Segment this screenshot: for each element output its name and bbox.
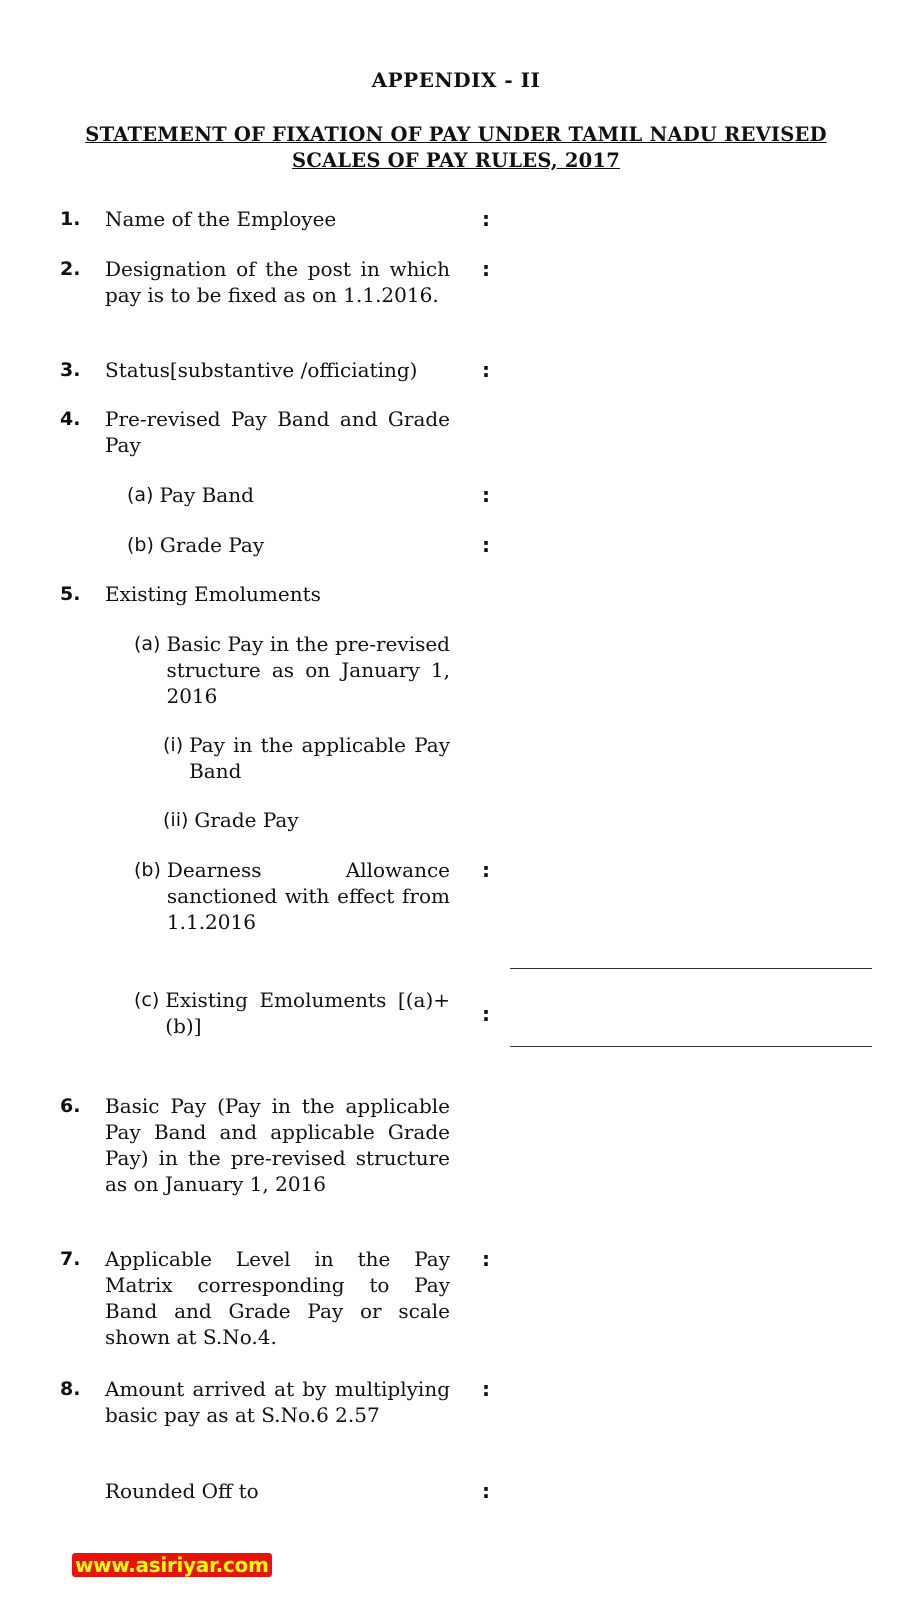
item-text: Basic Pay (Pay in the applicable Pay Band and applicable Grade Pay) in the pre-revised structure as on January 1, 2016	[105, 1094, 450, 1196]
subitem	[127, 482, 450, 508]
colon: :	[482, 1002, 490, 1026]
colon: :	[482, 858, 490, 882]
item-number: 8.	[60, 1378, 81, 1400]
document-title	[60, 122, 852, 174]
subitem-label: (b)	[127, 534, 154, 556]
colon: :	[482, 207, 490, 231]
colon: :	[482, 1479, 490, 1503]
colon: :	[482, 1247, 490, 1271]
subitem-text: Grade Pay	[159, 533, 265, 557]
colon: :	[482, 358, 490, 382]
total-rule-top	[510, 968, 872, 969]
subitem-text: Existing Emoluments [(a)+(b)]	[165, 988, 450, 1038]
subitem-text: Dearness Allowance sanctioned with effect from 1.1.2016	[166, 858, 450, 934]
item-text: Status[substantive /officiating)	[105, 358, 418, 382]
subitem-text: Basic Pay in the pre-revised structure as on January 1, 2016	[166, 632, 450, 708]
item-text: Existing Emoluments	[105, 582, 321, 606]
item-text: Rounded Off to	[105, 1479, 259, 1503]
subitem-text: Pay in the applicable Pay Band	[189, 733, 450, 783]
subitem-label: (i)	[163, 734, 184, 756]
colon: :	[482, 1377, 490, 1401]
subitem	[134, 857, 450, 935]
appendix-heading: APPENDIX - II	[371, 68, 541, 92]
subitem-label: (a)	[134, 633, 161, 655]
item-number: 3.	[60, 359, 81, 381]
subitem	[163, 732, 450, 784]
subitem-label: (b)	[134, 859, 161, 881]
subitem-text: Grade Pay	[194, 808, 299, 832]
colon: :	[482, 483, 490, 507]
colon: :	[482, 533, 490, 557]
item-number: 4.	[60, 408, 81, 430]
item-text: Amount arrived at by multiplying basic pay as at S.No.6 2.57	[105, 1377, 450, 1427]
title-line-2: SCALES OF PAY RULES, 2017	[292, 149, 620, 172]
item-number: 2.	[60, 258, 81, 280]
subitem-label: (a)	[127, 484, 154, 506]
subitem	[134, 987, 450, 1039]
title-line-1: STATEMENT OF FIXATION OF PAY UNDER TAMIL NADU REVISED	[85, 123, 827, 146]
subitem-text: Pay Band	[159, 483, 254, 507]
item-text: Name of the Employee	[105, 207, 337, 231]
colon: :	[482, 257, 490, 281]
item-text: Designation of the post in which pay is to be fixed as on 1.1.2016.	[105, 257, 450, 307]
subitem	[163, 807, 450, 833]
subitem	[127, 532, 450, 558]
subitem-label: (c)	[134, 989, 160, 1011]
item-text: Pre-revised Pay Band and Grade Pay	[105, 407, 450, 457]
total-rule-bottom	[510, 1046, 872, 1047]
watermark-url: www.asiriyar.com	[72, 1553, 272, 1577]
item-number: 7.	[60, 1248, 81, 1270]
item-text: Applicable Level in the Pay Matrix corresponding to Pay Band and Grade Pay or scale shown at S.No.4.	[105, 1247, 450, 1349]
item-number: 5.	[60, 583, 81, 605]
subitem-label: (ii)	[163, 809, 189, 831]
subitem	[134, 631, 450, 709]
item-number: 6.	[60, 1095, 81, 1117]
item-number: 1.	[60, 208, 81, 230]
